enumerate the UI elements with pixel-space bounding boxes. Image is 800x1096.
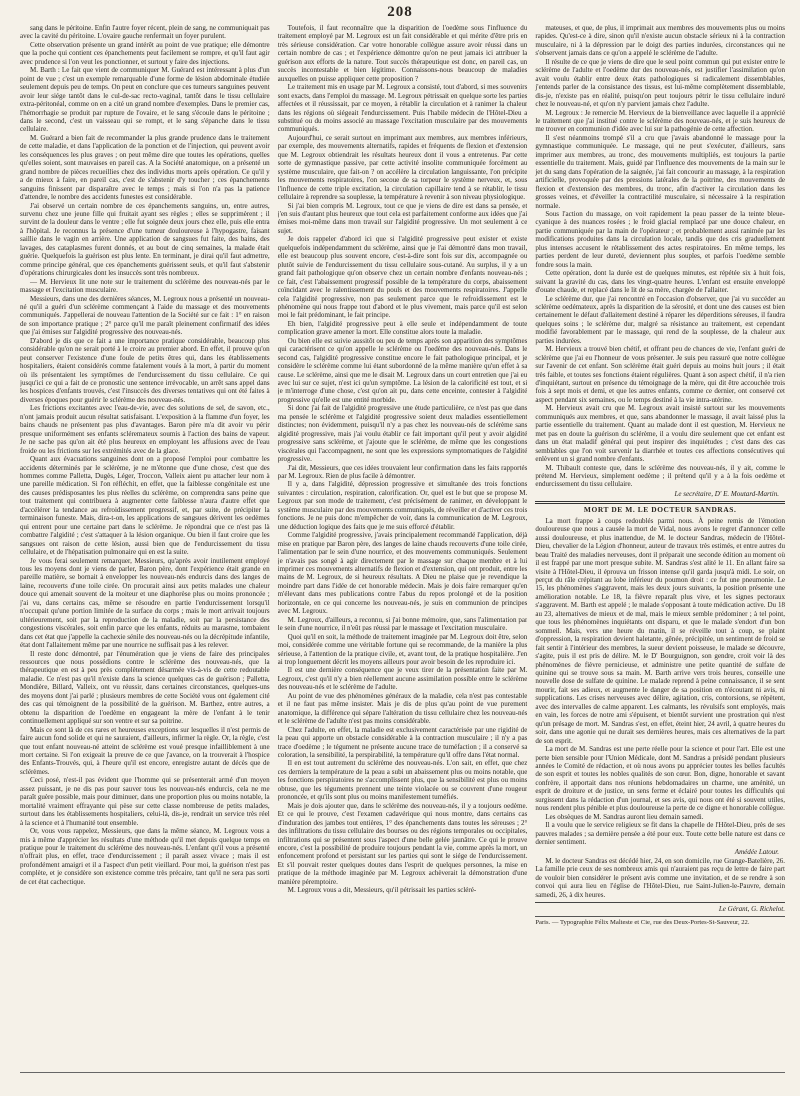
paragraph: M. Legroux, d'ailleurs, a reconnu, si j'ai bonne mémoire, que, sans l'alimentation par le sein d'une nourrice, il n'eût pas réussi par le massage et l'excitation musculaire. bbox=[277, 615, 528, 633]
paragraph: Mais je dois ajouter que, dans le sclérème des nouveau-nés, il y a toujours oedème. Et ce qui le prouve, c'est l'examen cadavérique qui nous montre, dans certains cas d'induration des jambes tout entières, 1° des épanchements dans toutes les séreuses ; 2° des infiltrations du tissu cellulaire des bourses ou des régions temporales ou occipitales, infiltrations qui se présentent sous l'aspect d'une belle gelée jaunâtre. Ce qui le prouve encore, c'est la possibilité de produire toujours pendant la vie, comme après la mort, un enfoncement profond et persistant sur les parties qui sont le siége de l'endurcissement. Et s'il pouvait rester quelques doutes dans l'esprit de quelques personnes, la mise en pratique de la méthode imaginée par M. Legroux achèverait la démonstration d'une manière péremptoire. bbox=[277, 801, 528, 886]
paragraph: La mort de M. Sandras est une perte réelle pour la science et pour l'art. Elle est une perte bien sensible pour l'Union Médicale, dont M. Sandras a présidé pendant plusieurs années le Comité de rédaction, et où nous avons pu apprécier toutes les belles facultés de son esprit et toutes les nobles qualités de son cœur. Bon, digne, honorable et savant confrère, il apportait dans nos réunions hebdomadaires un charme, une aménité, un esprit de droiture et de justice, un sens ferme et éclairé pour toutes les difficultés qui surgissent dans la rédaction d'un journal, et ses avis, qui nous ont été si souvent utiles, nous rendent plus pénible et plus douloureuse la perte de ce digne et honorable collègue. bbox=[535, 745, 786, 813]
paragraph: Quoi qu'il en soit, la méthode de traitement imaginée par M. Legroux doit être, selon moi, considérée comme une véritable fortune qui se recommande, de la manière la plus sérieuse, à l'attention de la pratique civile, et, avant tout, de la pratique hospitalière. J'en ai trop longuement décrit les moyens ailleurs pour avoir besoin de les reproduire ici. bbox=[277, 632, 528, 666]
paragraph: Il s'est néanmoins trompé s'il a cru que j'avais abandonné le massage pour la gymnastique communiquée. Le massage, qui ne peut s'exécuter, d'ailleurs, sans imprimer aux membres, au tronc, des mouvements multipliés, est toujours la partie essentielle du traitement. Mais, guidé par l'influence des mouvements de la main sur le jet du sang dans l'opération de la saignée, j'ai fait concourir au massage, à la respiration artificielle, provoquée par des pressions latérales de la poitrine, des mouvements de flexion et d'extension des membres, du tronc, afin d'activer la circulation dans les grosses veines, et d'éveiller la contractilité musculaire, si nécessaire à la respiration normale. bbox=[535, 133, 786, 210]
printer-imprint: Paris. — Typographie Félix Malteste et Cie, rue des Deux-Portes-St-Sauveur, 22. bbox=[535, 916, 785, 927]
paragraph: Les obsèques de M. Sandras auront lieu demain samedi. bbox=[545, 812, 704, 821]
paragraph: M. Legroux : Je remercie M. Hervieux de la bienveillance avec laquelle il a apprécié le traitement que j'ai institué contre le sclérème des nouveau-nés, et je suis heureux de me trouver en communion d'idée avec lui sur la pathogénie de cette affection. bbox=[535, 108, 786, 134]
paragraph: Comme l'algidité progressive, j'avais principalement recommandé l'application, déjà mise en pratique par Baron père, des langes de laine chauds recouverts d'une toile cirée, l'alimentation par le sein d'une nourrice, et des mouvements communiqués. Seulement je n'avais pas songé à agir directement par le massage sur chaque membre et à lui imprimer ces mouvements alternatifs de flexion et d'extension, qui ont produit, entre les mains de M. Legroux, de si heureux résultats. A Dieu ne plaise que je revendique la moindre part dans l'idée de cet honorable médecin. Mais je dois faire remarquer qu'en m'élevant dans mes publications contre l'abus du repos prolongé et de la position horizontale, en ce qui concerne les nouveau-nés, je suis en communion de principes avec M. Legroux. bbox=[277, 531, 528, 616]
column-left bbox=[20, 24, 270, 1069]
paragraph: Je vous ferai seulement remarquer, Messieurs, qu'après avoir inutilement employé tous les moyens dont je viens de parler, Baron père, dont l'expérience était grande en pareille matière, se bornait à envelopper les nouveau-nés endurcis dans des langes de laine, recouverts d'une toile cirée. On procurait ainsi aux petits malades une chaleur douce qui amenait souvent de la moiteur et une diaphorèse plus ou moins prononcée ; j'ai vu, dans certains cas, même se résoudre en partie l'endurcissement lorsqu'il n'occupait qu'une portion limitée de la surface du corps ; mais le mort arrivait toujours ultérieurement, soit par la reproduction de la maladie, soit par la persistance des congestions viscérales, soit enfin parce que les enfants, réduits au marasme, tombaient dans cet état que j'appelle la cachexie sénile des nouveau-nés ou la décrépitude infantile, état dont l'allaitement même par une nourrice ne suffisait pas à les relever. bbox=[20, 556, 270, 650]
paragraph: Si j'ai bien compris M. Legroux, tout ce que je viens de dire est dans sa pensée, et j'en suis d'autant plus heureux que tout cela est parfaitement conforme aux idées que j'ai émises moi-même dans mon travail sur l'algidité progressive. Un mot seulement à ce sujet. bbox=[277, 201, 528, 235]
column-right-body bbox=[535, 24, 785, 489]
paragraph: Si donc j'ai fait de l'algidité progressive une étude particulière, ce n'est pas que dans ma pensée le sclérème et l'algidité progressive soient deux maladies essentiellement distinctes; non évidemment, puisqu'il n'y a pas chez les nouveau-nés de sclérème sans algidité progressive, mais j'ai voulu établir ce fait important qu'il peut y avoir algidité progressive sans sclérème, et j'ajoute que le sclérème, de même que les congestions viscérales qui l'accompagnent, ne sont que les expressions symptomatiques de l'algidité progressive. bbox=[277, 404, 528, 464]
section-divider bbox=[535, 902, 785, 903]
paragraph: La mort frappe à coups redoublés parmi nous. À peine remis de l'émotion douloureuse que nous a causée la mort de Vidal, nous avons le regret d'annoncer celle aussi douloureuse, et plus inattendue, de M. le docteur Sandras, médecin de l'Hôtel-Dieu, chevalier de la Légion d'honneur, auteur de travaux très estimés, et entre autres du beau Traité des maladies nerveuses, dont il préparait une seconde édition au moment où il est frappé par une mort presque subite. M. Sandras s'est alité le 11. En allant faire sa visite à l'Hôtel-Dieu, il éprouva un frisson intense qu'il garda jusqu'à midi. Le soir, on perçut du râle crépitant au lobe inférieur du poumon droit : ce fut une pneumonie. Le 15, les phénomènes s'aggravent, mais les deux jours suivants, la position présente une amélioration notable. Le 18, la fièvre reparaît plus vive, et les signes pectoraux s'aggravent. M. Barth est appelé ; le malade s'opposant à toute médication active. Du 18 au 23, alternatives de mieux et de mal, mais le mieux semble prédominer ; à tel point, que tous les phénomènes inquiétants ont disparu, et que le malade s'endort d'un bon sommeil. Mais, vers une heure du matin, il se réveille tout à coup, se plaint d'oppression, la respiration devient haletante, gênée, précipitée, un sentiment de froid se fait sentir à l'intérieur des membres, la sueur devient poisseuse, le malade se découvre, s'agite, puis il est pris de délire. M. le D' Bourguignon, son gendre, croit voir là des phénomènes de fièvre pernicieuse, et administre une petite quantité de sulfate de quinine qui se trouve sous sa main. M. Barth arrive vers trois heures, conseille une nouvelle dose de sulfate de quinine. Le malade reprend à peine connaissance, il se sent mourir, fait ses adieux, et augmente le danger de sa position en n'écoutant ni avis, ni supplications. Les crises nerveuses avec délire, agitation, cris, contorsions, se répètent, avec des intervalles de calme apparent. Les calmants, les révulsifs sont employés, mais en vain, les forces de notre ami s'épuisent, et bientôt survient une prostration qui n'est qu'un présage de mort. M. Sandras s'est, en effet, éteint hier, 24 avril, à quatre heures du soir, dans une agonie qui ne durait ses dernières heures, mais ces alternatives de la part de son esprit. bbox=[535, 516, 786, 745]
paragraph: Aujourd'hui, ce serait surtout en imprimant aux membres, aux membres inférieurs, par exemple, des mouvements alternatifs, rapides et fréquents de flexion et d'extension que M. Legroux obtiendrait les résultats heureux dont il vous a entretenus. Par cette sorte de gymnastique passive, par cette activité insolite communiquée forcément au système musculaire, que fait-on ? on accélère la circulation languissante, l'on précipite les mouvements respiratoires, l'on secoue de sa torpeur le système nerveux, et, sous l'influence de cette triple excitation, la circulation capillaire tend à se rétablir, le tissu cellulaire à reprendre sa souplesse, la température à revenir à son niveau physiologique. bbox=[277, 133, 528, 202]
paragraph: Quant aux évacuations sanguines dont on a proposé l'emploi pour combattre les accidents déterminés par le sclérème, je ne m'étonne que d'une chose, c'est que des hommes comme Palletta, Dugès, Léger, Troccon, Valleix aient pu attacher leur nom à une pareille médication. Si l'on réfléchit, en effet, que la faiblesse congénitale est une des causes prédisposantes les plus réelles du sclérème, on comprendra sans peine que tout traitement qui contribuera à augmenter cette faiblesse n'aura d'autre effet que d'accélérer la tendance au refroidissement progressif, et, par suite, de précipiter la terminaison funeste. Mais, dira-t-on, les applications de sangsues dérivent les oedèmes qui entrent pour une certaine part dans le sclérème. Je répondrai que ce n'est pas là combattre l'algidité ; c'est s'attaquer à la lésion organique. Ou bien il faut croire que les sangsues ont raison de cette lésion, aussi bien que de l'endurcissement du tissu cellulaire, et de l'hépatisation pulmonaire qui en est la suite. bbox=[20, 455, 270, 557]
gerant-signature: Le Gérant, G. Richelot. bbox=[718, 905, 786, 914]
paragraph: Chez l'adulte, en effet, la maladie est exclusivement caractérisée par une rigidité de la peau qui apporte un obstacle considérable à la contraction musculaire ; il n'y a pas trace d'oedème ; le tégument ne présente aucune trace de tuméfaction ; il a conservé sa coloration, la sensibilité, la perspirabilité, la température qu'il offre dans l'état normal. bbox=[277, 725, 528, 759]
funeral-notice: M. le docteur Sandras est décédé hier, 24, en son domicile, rue Grange-Batelière, 26. La famille prie ceux de ses nombreux amis qui n'auraient pas reçu de lettre de faire part de vouloir bien considérer le présent avis comme une invitation, et de se rendre à son convoi qui aura lieu en l'église de l'Hôtel-Dieu, rue Saint-Julien-le-Pauvre, demain samedi, 26, à dix heures. bbox=[535, 856, 786, 899]
paragraph: Toutefois, il faut reconnaître que la disparition de l'oedème sous l'influence du traitement employé par M. Legroux est un fait considérable et qui mérite d'être pris en très sérieuse considération. Car votre honorable collègue assure avoir réussi dans un certain nombre de cas ; et l'expérience démontre qu'on ne peut jamais ici attribuer la guérison aux efforts de la nature. Tout succès thérapeutique est donc, en pareil cas, un succès incontestable et bien légitime. Connaissons-nous beaucoup de maladies auxquelles on puisse appliquer cette proposition ? bbox=[277, 24, 528, 83]
paragraph: Les frictions excitantes avec l'eau-de-vie, avec des solutions de sel, de savon, etc., n'ont jamais produit aucun résultat satisfaisant. L'exposition à la flamme d'un foyer, les bains chauds ne présentent pas plus d'avantages. Baron père m'a dit avoir vu périr presque uniformément ses enfants scléremateux soumis à l'action des bains de vapeur. Je ne sache pas qu'on ait été plus heureux en employant les affusions avec de l'eau froide ou les frictions sur les extrémités avec de la glace. bbox=[20, 404, 270, 455]
paragraph: Il résulte de ce que je viens de dire que le seul point commun qui put exister entre le sclérème de l'adulte et l'oedème dur des nouveau-nés, est justifier l'assimilation qu'on avait voulu établir entre deux états pathologiques si radicalement dissemblables, j'entends parler de la consistance des tissus, est lui-même complètement dissemblable, dis-je, n'existe pas en réalité, puisqu'on peut toujours pétrir le tissu cellulaire induré chez le nouveau-né, et qu'on n'y parvient jamais chez l'adulte. bbox=[535, 57, 786, 109]
paragraph: Il y a, dans l'algidité, dépression progressive et simultanée des trois fonctions suivantes : circulation, respiration, calorification. Or, quel est le but que se propose M. Legroux par son mode de traitement, c'est précisément de ranimer, en développant le système musculaire par des mouvements communiqués, de réveiller et d'activer ces trois fonctions. Je ne puis donc m'empêcher de voir, dans la communication de M. Legroux, une déduction logique des faits que je me suis efforcé d'établir. bbox=[277, 480, 528, 531]
paragraph: Il en est tout autrement du sclérème des nouveau-nés. L'on sait, en effet, que chez ces derniers la température de la peau a subi un abaissement plus ou moins notable, que les fonctions perspiratoires ne s'accomplissent plus, que la sensibilité est plus ou moins obtuse, que les téguments prennent une teinte violacée ou se couvrent d'une rougeur prononcée, et qu'ils sont plus ou moins manifestement tuméfiés. bbox=[277, 759, 528, 802]
paragraph: Ceci posé, n'est-il pas évident que l'homme qui se présenterait armé d'un moyen assez puissant, je ne dis pas pour sauver tous les nouveau-nés endurcis, cela ne me paraît guère possible, mais pour diminuer, dans une proportion plus ou moins notable, la mortalité vraiment effrayante qui pèse sur cette classe nombreuse de petits malades, surtout dans les établissements hospitaliers, celui-là, dis-je, rendrait un service très réel à la science et à l'humanité tout ensemble. bbox=[20, 776, 270, 827]
page-number: 208 bbox=[387, 4, 413, 20]
paragraph: Je dois rappeler d'abord ici que si l'algidité progressive peut exister et existe quelquefois indépendamment du sclérème, ainsi que je l'ai démontré dans mon travail, elle est beaucoup plus souvent encore, c'est-à-dire sont fois sur dix, accompagnée ou plutôt suivie de l'endurcissement du tissu cellulaire sous-cutané. Au surplus, il y a un grand fait pathologique qu'on observe chez un certain nombre d'enfants nouveau-nés ; ce fait, c'est l'abaissement progressif possible de la température du corps, abaissement coïncidant avec le ralentissement du pouls et des mouvements respiratoires. J'appelle cela l'algidité progressive, non pas seulement parce que le refroidissement est le phénomène qui nous frappe tout d'abord et le plus vivement, mais parce qu'il est selon moi le fait prédominant, le fait principe. bbox=[277, 235, 528, 320]
paragraph: Eh bien, l'algidité progressive peut à elle seule et indépendamment de toute complication grave amener la mort. Elle constitue alors toute la maladie. bbox=[277, 319, 528, 337]
paragraph: J'ai observé un certain nombre de ces épanchements sanguins, un, entre autres, survenu chez une jeune fille qui fruitait ayant ses règles ; elles se supprimèrent ; il survint de la douleur dans le ventre ; elle fut soignée deux jours chez elle, puis elle entra à l'hôpital. Je reconnus la présence d'une tumeur douloureuse à l'hypogastre, faisant saillie dans le vagin en arrière. Une application de sangsues fut faite, des bains, des lavages, des cataplasmes furent donnés, et au bout de cinq semaines, la malade était guérie. Quelquefois la guérison est plus lente. En terminant, je dirai qu'il faut admettre, comme principe général, que ces épanchements guérissent seuls, et qu'il faut s'abstenir d'opérations chirurgicales dont les insuccès sont très nombreux. bbox=[20, 201, 270, 278]
obituary-body bbox=[535, 517, 785, 847]
paragraph: Il a voulu que le service religieux se fit dans la chapelle de l'Hôtel-Dieu, près de ses pauvres malades ; sa dernière pensée a été pour eux. Toute cette belle nature est dans ce dernier sentiment. bbox=[535, 821, 786, 847]
paragraph: M. Hervieux a trouvé bien chétif, et offrant peu de chances de vie, l'enfant guéri de sclérème que j'ai eu l'honneur de vous présenter. Je suis peu rassuré que notre collègue sur l'avenir de cet enfant. Son sclérème était guéri depuis au moins huit jours ; il était très faible, et toutes ses fonctions étaient régulières. Quant à son aspect chétif, il n'a rien d'inquiétant, surtout en présence du témoignage de la mère, qui dit être accouchée trois fois à sept mois et demi, et que les autres enfants, comme ce dernier, ont conservé cet aspect pendant six semaines, ou le temps destiné à la vie intra-utérine. bbox=[535, 345, 786, 404]
column-right bbox=[535, 24, 785, 1069]
paragraph: — M. Hervieux lit une note sur le traitement du sclérème des nouveau-nés par le massage et l'excitation musculaire. bbox=[20, 277, 270, 295]
obituary-title: MORT DE M. LE DOCTEUR SANDRAS. bbox=[583, 505, 737, 515]
paragraph: Sous l'action du massage, on voit rapidement la peau passer de la teinte bleue-cyanique à des nuances rosées ; le froid glacial remplacé par une douce chaleur, en partie communiquée par la main de l'opérateur ; et probablement aussi ranimée par les modifications produites dans la circulation locale, tandis que des cris graduellement plus intenses accusent le rétablissement des actes respiratoires. En même temps, les parties perdent de leur dureté, deviennent plus souples, et parfois l'oedème semble fondre sous la main. bbox=[535, 209, 786, 269]
paragraph: Mais ce sont là de ces rares et heureuses exceptions sur lesquelles il n'est permis de faire aucun fond solide et qui ne sauraient, d'ailleurs, infirmer la règle. Or, la règle, c'est que tout enfant nouveau-né atteint de sclérème est voué presque infailliblement à une mort certaine. Si l'on exigeait la preuve de ce que j'avance, on la trouverait à l'hospice des Enfants-Trouvés, qui, à l'heure qu'il est encore, enregistre autant de décès que de sclérèmes. bbox=[20, 725, 270, 776]
paragraph: Cette observation présente un grand intérêt au point de vue pratique; elle démontre que la poche qui contient ces épanchements peut facilement se rompre, et qu'il faut agir avec prudence si l'on veut les ponctionner, et surtout y faire des injections. bbox=[20, 40, 270, 66]
bottom-rule bbox=[20, 1072, 785, 1073]
secretary-signature: Le secrétaire, D' E. Moutard-Martin. bbox=[674, 489, 780, 498]
section-divider bbox=[535, 501, 785, 504]
text-columns bbox=[20, 24, 785, 1069]
paragraph: J'ai dit, Messieurs, que ces idées trouvaient leur confirmation dans les faits rapportés par M. Legroux. Rien de plus facile à démontrer. bbox=[277, 463, 528, 481]
column-middle bbox=[278, 24, 528, 1069]
paragraph: Il reste donc démontré, par l'énumération que je viens de faire des principales ressources que nous possédions contre le sclérème des nouveau-nés, que la thérapeutique en est à peu près complètement désarmée vis-à-vis de cette redoutable maladie. Ce n'est pas qu'il n'existe dans la science quelques cas de guérison ; Palletta, Mondière, Billard, Valleix, ont vu réussir, dans certaines circonstances, quelques-uns des moyens dont j'ai parlé ; plusieurs membres de cette Société vous ont également cité des cas qui témoignent de la possibilité de la guérison. M. Barthez, entre autres, a obtenu la disparition de l'oedème en engageant la mère de l'enfant à le tenir continuellement appliqué sur son ventre et sur sa poitrine. bbox=[20, 649, 270, 726]
paragraph: Le sclérème dur, que j'ai rencontré en l'occasion d'observer, que j'ai vu succéder au sclérème oedémateux, après la disparition de la sérosité, et dont une des causes est bien certainement le défaut d'allaitement destiné à réparer les déperditions séreuses, il faudra quelques soins ; le sclérème dur, malgré sa résistance au traitement, est cependant modifié favorablement par le massage, qui rend de la souplesse, de la chaleur aux parties indurées. bbox=[535, 294, 786, 345]
paragraph: Messieurs, dans une des dernières séances, M. Legroux nous a présenté un nouveau-né qu'il a guéri d'un sclérème commençant à l'aide du massage et des mouvements communiqués. J'appellerai de nouveau l'attention de la Société sur ce fait : 1° en raison de son importance pratique ; 2° parce qu'il me paraît pleinement confirmatif des idées que j'ai émises sur l'algidité progressive des nouveau-nés. bbox=[20, 294, 270, 337]
paragraph: M. Guérard a bien fait de recommander la plus grande prudence dans le traitement de cette maladie, et dans l'application de la ponction et de l'injection, qui peuvent avoir les conséquences les plus graves ; on peut même dire que toutes les opérations, quelles qu'elles soient, sont mauvaises en pareil cas. A la Société anatomique, on a présenté un grand nombre de pièces recueillies chez des individus morts après opération. Ce qu'il y a de mieux à faire, en pareil cas, c'est de s'abstenir d'y toucher ; ces épanchements sanguins finissent par disparaître avec le temps ; mais si l'on n'a pas la patience d'attendre, le nombre des accidents funestes est considérable. bbox=[20, 133, 270, 202]
obituary-signature: Amédée Latour. bbox=[734, 847, 780, 856]
paragraph: mateuses, et que, de plus, il imprimait aux membres des mouvements plus ou moins rapides. Qu'est-ce à dire, sinon qu'il n'existe aucun obstacle sérieux ni à la contraction musculaire, ni à la dépression par le doigt des parties indurées, circonstances qui ne s'observent jamais dans ce qu'on a appelé le sclérème de l'adulte. bbox=[535, 24, 786, 58]
paragraph: Ou bien elle est suivie aussitôt ou peu de temps après son apparition des symptômes qui caractérisent ce qu'on appelle le sclérème ou l'oedème des nouveau-nés. Dans le second cas, l'algidité progressive constitue encore le fait pathologique principal, et je considère le sclérème comme lui étant subordonné de la même manière qu'un effet à sa cause. Le sclérème, ainsi que me le disait M. Legroux dans un court entretien que j'ai eu avec lui sur ce sujet, n'est ici qu'un symptôme. La lésion de la calorificité est tout, et si je m'interroge d'une chose, c'est qu'on ait pu, dans cette enceinte, contester à l'algidité progressive qu'elle est une entité morbide. bbox=[277, 336, 528, 404]
paragraph: Le traitement mis en usage par M. Legroux a consisté, tout d'abord, si mes souvenirs sont exacts, dans l'emploi du massage. M. Legroux pétrissait en quelque sorte les parties affectées et il réussissait, par ce moyen, à rétablir la circulation et à ranimer la chaleur dans les régions où siégeait l'endurcissement. Puis l'habile médecin de l'Hôtel-Dieu a substitué ou du moins associé au massage l'excitation musculaire par des mouvements communiqués. bbox=[277, 83, 528, 134]
paragraph: Il est une dernière conséquence que je veux tirer de la présentation faite par M. Legroux, c'est qu'il n'y a bien réellement aucune assimilation possible entre le sclérème des nouveau-nés et le sclérème de l'adulte. bbox=[277, 666, 528, 692]
paragraph: M. Barth : Le fait que vient de communiquer M. Guérard est intéressant à plus d'un point de vue ; c'est un exemple remarquable d'une forme de lésion abdominale étudiée seulement depuis peu de temps. On peut en conclure que ces tumeurs sanguines peuvent avoir leur siége tantôt dans le cul-de-sac recto-vaginal, tantôt dans le tissu cellulaire extra-péritonéal, comme on en a cité un grand nombre d'exemples. Dans le premier cas, l'hémorrhagie se produit par rupture de l'ovaire, et le sang s'écoule dans le péritoine ; dans le second, c'est un vaisseau qui se rompt, et le sang s'épanche dans le tissu cellulaire. bbox=[20, 66, 270, 134]
paragraph: Or, vous vous rappelez, Messieurs, que dans la même séance, M. Legroux vous a mis à même d'apprécier les résultats d'une méthode qu'il met depuis quelque temps en pratique pour le traitement du sclérème des nouveau-nés. L'enfant qu'il vous a présenté n'offrait plus, en effet, trace d'endurcissement ; il paraît assez vivace ; mais il est profondément amaigri et il a l'aspect d'un petit vieillard. Pour moi, la guérison n'est pas complète, et je considère son existence comme très précaire, tant qu'il ne sera pas sorti de cet état cachectique. bbox=[20, 827, 270, 886]
paragraph: M. Legroux vous a dit, Messieurs, qu'il pétrissait les parties scléré- bbox=[287, 886, 477, 895]
paragraph: sang dans le péritoine. Enfin l'autre foyer récent, plein de sang, ne communiquait pas avec la cavité du péritoine. L'ovaire gauche renfermait un foyer purulent. bbox=[20, 24, 270, 41]
paragraph: M. Thibault conteste que, dans le sclérème des nouveau-nés, il y ait, comme le prétend M. Hervieux, simplement oedème ; il prétend qu'il y a à la fois oedème et endurcissement du tissu cellulaire. bbox=[535, 463, 786, 489]
paragraph: Au point de vue des phénomènes généraux de la maladie, cela n'est pas contestable et il ne faut pas même insister. Mais je dis de plus qu'au point de vue purement anatomique, la différence qui sépare l'altération du tissu cellulaire chez les nouveau-nés et le sclérème de l'adulte n'est pas moins considérable. bbox=[277, 691, 528, 726]
paragraph: M. Hervieux avait cru que M. Legroux avait insisté surtout sur les mouvements communiqués aux membres, et que, sans abandonner le massage, il avait laissé plus la partie essentielle du traitement. Quant au malade dont il est question, M. Hervieux ne met pas en doute la guérison du sclérème, il a voulu dire seulement que cet enfant est dans un état maladif général qui peut inspirer des inquiétudes ; c'est dans des cas semblables que l'on voit survenir la diarrhée et toutes ces affections consécutives qui enlèvent un si grand nombre d'enfants. bbox=[535, 404, 786, 464]
paragraph: D'abord je dis que ce fait a une importance pratique considérable, beaucoup plus considérable qu'on ne serait porté à le croire au premier abord. En effet, il prouve qu'on peut conserver l'existence d'une foule de petits êtres qui, dans les établissements hospitaliers, étaient considérés comme fatalement voués à la mort, à partir du moment où ils présentaient les symptômes de l'endurcissement du tissu cellulaire. Ce qui jusqu'ici ce qui a fait de ce pronostic une sentence irrévocable, un arrêt sans appel dans les hospices d'enfants trouvés, c'est l'insuccès des diverses tentatives qui ont été faites à diverses époques pour guérir le sclérème des nouveau-nés. bbox=[20, 336, 270, 404]
paragraph: Cette opération, dont la durée est de quelques minutes, est répétée six à huit fois, suivant la gravité du cas, dans les vingt-quatre heures. L'enfant est ensuite enveloppé d'ouate chaude, et replacé dans le lit de sa mère, chargée de l'allaiter. bbox=[535, 269, 786, 295]
